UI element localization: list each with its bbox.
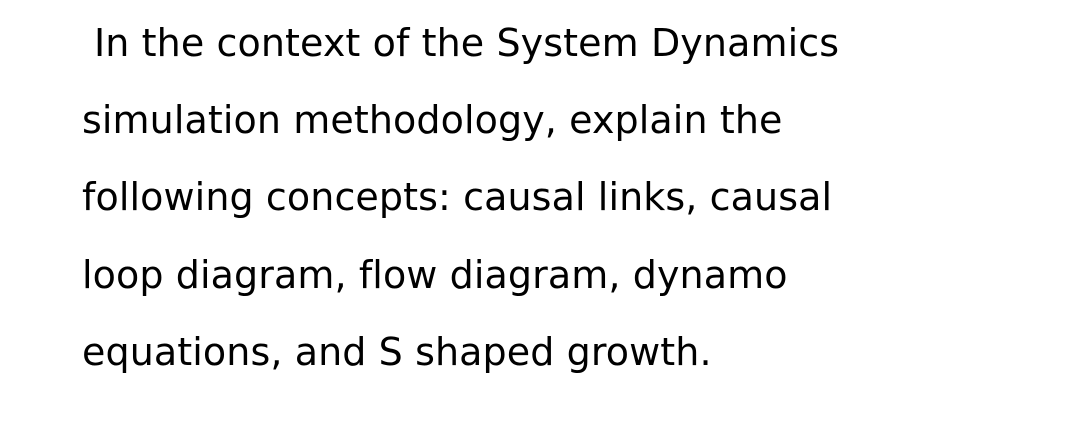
question-line-1: In the context of the System Dynamics xyxy=(94,21,840,65)
question-line-2: simulation methodology, explain the xyxy=(82,98,783,142)
question-line-4: loop diagram, flow diagram, dynamo xyxy=(82,253,788,297)
question-line-5: equations, and S shaped growth. xyxy=(82,330,712,374)
question-line-3: following concepts: causal links, causal xyxy=(82,175,833,219)
